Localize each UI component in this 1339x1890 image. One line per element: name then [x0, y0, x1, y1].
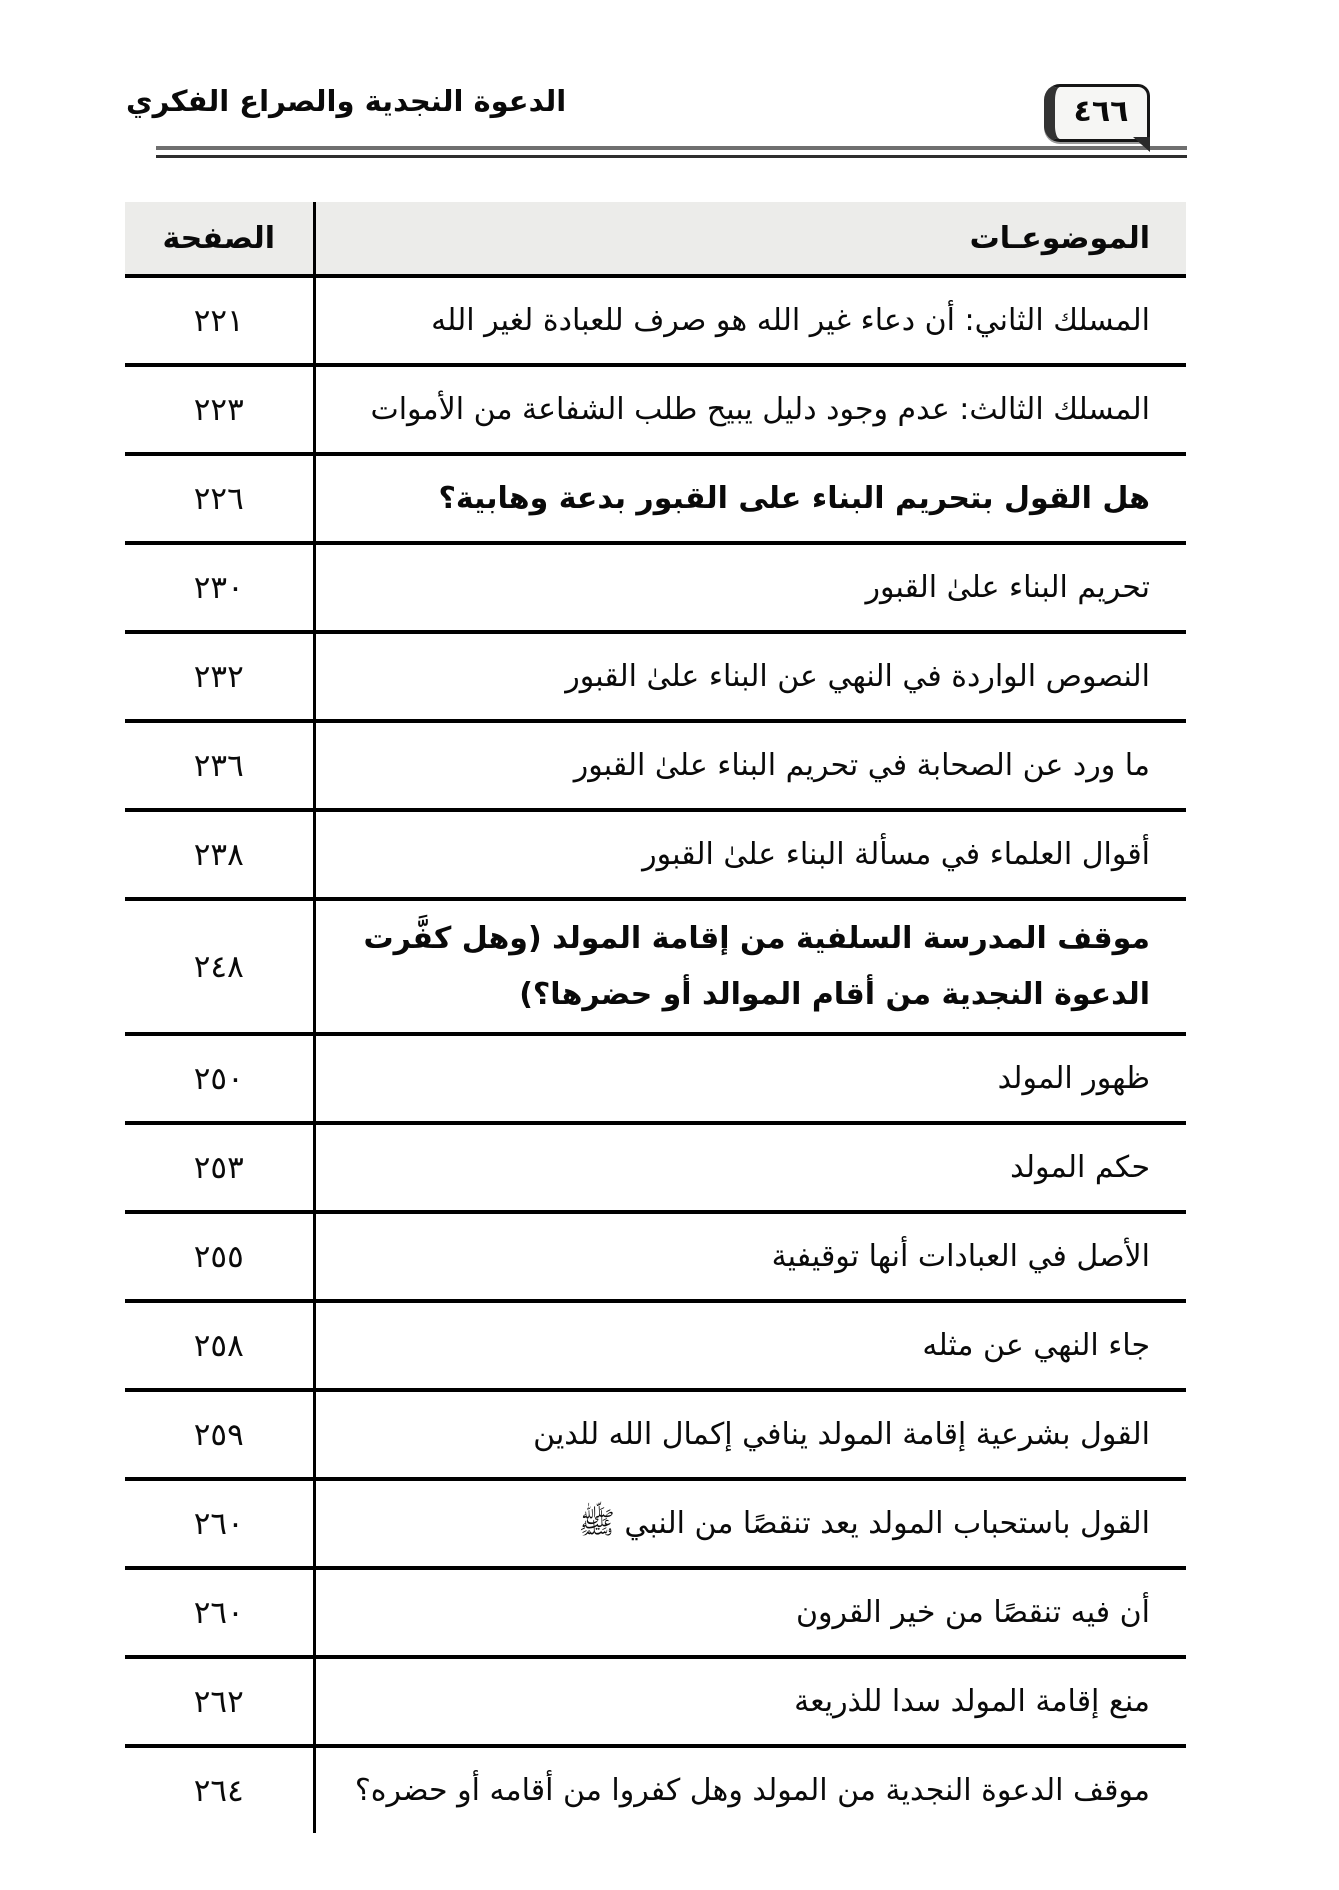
toc-page-number: ٢٥٣	[125, 1123, 314, 1212]
table-row	[125, 1746, 1186, 1833]
table-row	[125, 810, 1186, 899]
table-row	[125, 632, 1186, 721]
toc-topic: المسلك الثالث: عدم وجود دليل يبيح طلب الشفاعة من الأموات	[314, 365, 1186, 454]
toc-page-number: ٢٢١	[125, 276, 314, 365]
toc-topic: النصوص الواردة في النهي عن البناء علىٰ القبور	[314, 632, 1186, 721]
table-of-contents	[125, 202, 1186, 1833]
toc-topic: القول باستحباب المولد يعد تنقصًا من النبي ﷺ	[314, 1479, 1186, 1568]
toc-topic: ظهور المولد	[314, 1034, 1186, 1123]
toc-page-number: ٢٢٣	[125, 365, 314, 454]
toc-header	[125, 202, 1186, 276]
toc-page-number: ٢٤٨	[125, 899, 314, 1034]
table-row	[125, 721, 1186, 810]
toc-page-number: ٢٣٢	[125, 632, 314, 721]
page-number-badge	[1044, 84, 1150, 142]
toc-topic: الأصل في العبادات أنها توقيفية	[314, 1212, 1186, 1301]
toc-topic: ما ورد عن الصحابة في تحريم البناء علىٰ القبور	[314, 721, 1186, 810]
toc-topic: حكم المولد	[314, 1123, 1186, 1212]
table-row	[125, 365, 1186, 454]
toc-page-number: ٢٦٢	[125, 1657, 314, 1746]
toc-topic: هل القول بتحريم البناء على القبور بدعة وهابية؟	[314, 454, 1186, 543]
table-row	[125, 1390, 1186, 1479]
table-row	[125, 543, 1186, 632]
toc-page-number: ٢٣٨	[125, 810, 314, 899]
toc-topic: القول بشرعية إقامة المولد ينافي إكمال الله للدين	[314, 1390, 1186, 1479]
table-row	[125, 1568, 1186, 1657]
toc-page-number: ٢٦٠	[125, 1568, 314, 1657]
header-divider-rule	[156, 146, 1187, 158]
toc-topic: تحريم البناء علىٰ القبور	[314, 543, 1186, 632]
table-row	[125, 276, 1186, 365]
table-row	[125, 454, 1186, 543]
toc-page-number: ٢٥٠	[125, 1034, 314, 1123]
toc-topic: أقوال العلماء في مسألة البناء علىٰ القبور	[314, 810, 1186, 899]
toc-topic: جاء النهي عن مثله	[314, 1301, 1186, 1390]
toc-page-number: ٢٦٠	[125, 1479, 314, 1568]
toc-header-row	[125, 202, 1186, 276]
toc-page-number: ٢٥٥	[125, 1212, 314, 1301]
toc-page-number: ٢٣٠	[125, 543, 314, 632]
column-header-topics: الموضوعـات	[314, 202, 1186, 276]
toc-page-number: ٢٥٩	[125, 1390, 314, 1479]
toc-page-number: ٢٥٨	[125, 1301, 314, 1390]
toc-page-number: ٢٦٤	[193, 1772, 244, 1809]
toc-topic: منع إقامة المولد سدا للذريعة	[314, 1657, 1186, 1746]
toc-page-number: ٢٢٦	[125, 454, 314, 543]
toc-topic: المسلك الثاني: أن دعاء غير الله هو صرف للعبادة لغير الله	[314, 276, 1186, 365]
page-number: ٤٦٦	[1073, 94, 1129, 129]
column-header-page: الصفحة	[125, 202, 314, 276]
toc-topic: أن فيه تنقصًا من خير القرون	[314, 1568, 1186, 1657]
table-row	[125, 1301, 1186, 1390]
toc-body	[125, 276, 1186, 1833]
table-row	[125, 1034, 1186, 1123]
table-row	[125, 1657, 1186, 1746]
toc-page-number: ٢٣٦	[125, 721, 314, 810]
toc-topic: موقف الدعوة النجدية من المولد وهل كفروا من أقامه أو حضره؟	[314, 1746, 1186, 1833]
toc-topic: موقف المدرسة السلفية من إقامة المولد (وهل كفَّرت الدعوة النجدية من أقام الموالد أو حضرها؟)	[314, 899, 1186, 1034]
table-row	[125, 1123, 1186, 1212]
table-row	[125, 1212, 1186, 1301]
table-row	[125, 1479, 1186, 1568]
table-row	[125, 899, 1186, 1034]
running-head-title: الدعوة النجدية والصراع الفكري	[126, 84, 567, 118]
